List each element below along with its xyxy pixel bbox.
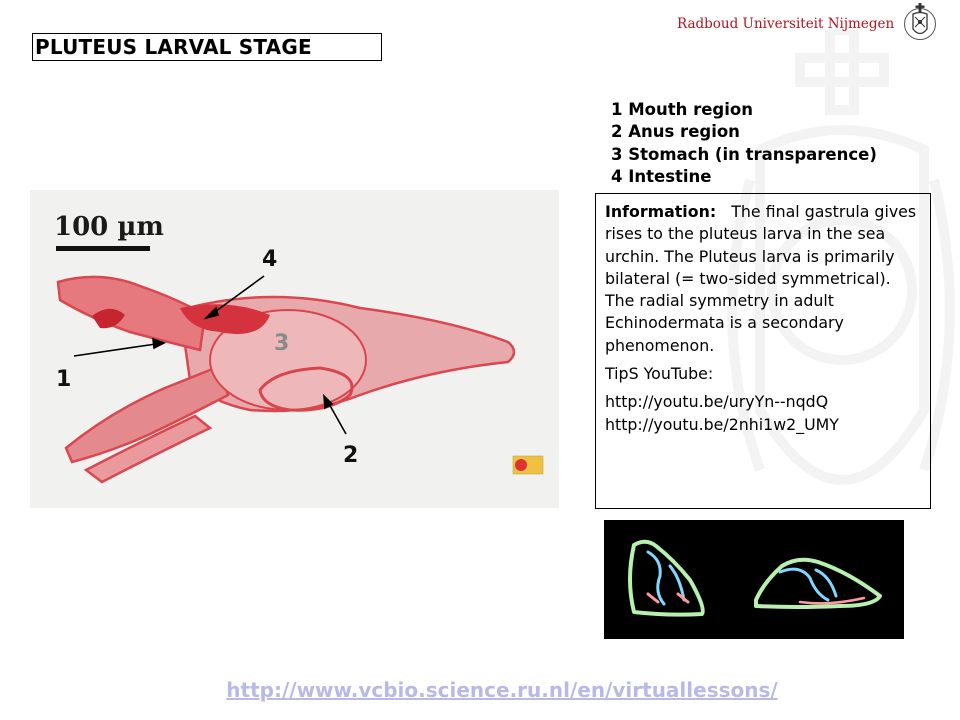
label-mouth: 1 xyxy=(56,367,72,392)
information-text: The final gastrula gives rises to the pluteus larva in the sea urchin. The Pluteus larva is primarily bilateral (= two-sided symmetrical). The radial symmetry in adult Echinodermata is a secondary phenomenon. xyxy=(605,202,917,355)
legend-item-stomach: 3 Stomach (in transparence) xyxy=(611,144,877,164)
page-title: PLUTEUS LARVAL STAGE xyxy=(32,33,382,61)
tips-label: TipS YouTube: xyxy=(605,364,714,384)
information-box xyxy=(595,193,931,509)
university-brand: Radboud Universiteit Nijmegen xyxy=(677,16,895,32)
larva-micrograph xyxy=(30,190,559,508)
label-stomach: 3 xyxy=(274,331,290,356)
youtube-link-2[interactable]: http://youtu.be/2nhi1w2_UMY xyxy=(605,414,839,434)
scale-bar-label: 100 µm xyxy=(54,212,164,242)
label-intestine: 4 xyxy=(262,247,278,272)
footer-link[interactable]: http://www.vcbio.science.ru.nl/en/virtuallessons/ xyxy=(226,678,778,702)
information-paragraph xyxy=(605,201,922,357)
figure-legend xyxy=(611,99,877,188)
scale-bar xyxy=(56,246,150,251)
youtube-link-1[interactable]: http://youtu.be/uryYn--nqdQ xyxy=(605,392,829,412)
larva-schematic-diagram xyxy=(604,520,904,639)
university-crest-icon xyxy=(903,2,937,46)
label-anus: 2 xyxy=(343,443,359,468)
legend-item-intestine: 4 Intestine xyxy=(611,166,712,186)
legend-item-anus: 2 Anus region xyxy=(611,122,740,142)
information-heading: Information: xyxy=(605,202,717,221)
youtube-links xyxy=(605,391,922,436)
legend-item-mouth: 1 Mouth region xyxy=(611,100,753,119)
